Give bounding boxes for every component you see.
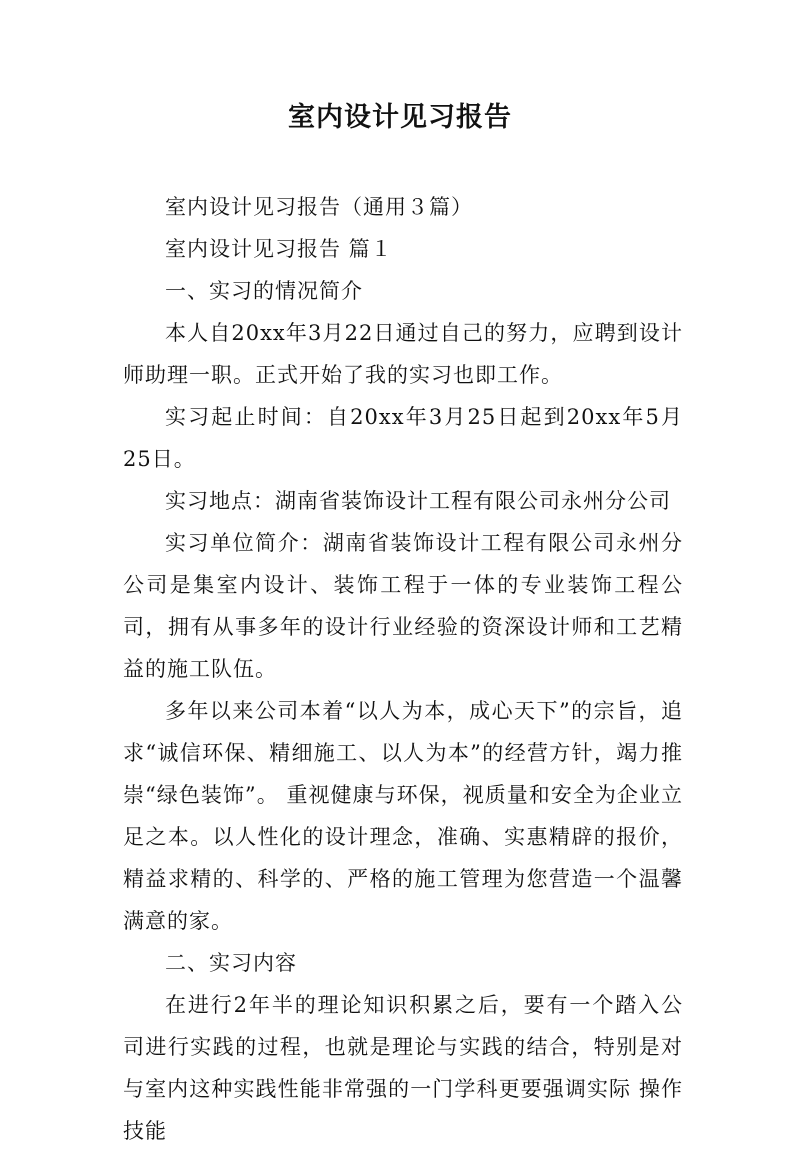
- paragraph-company-mission: 多年以来公司本着“以人为本，成心天下”的宗旨，追求“诚信环保、精细施工、以人为本”的经营方针，竭力推崇“绿色装饰”。 重视健康与环保，视质量和安全为企业立足之本。以人性化的设计理念，准确、实惠精辟的报价，精益求精的、科学的、严格的施工管理为您营造一个温馨满意的家。: [123, 699, 683, 933]
- paragraph-subtitle: 室内设计见习报告（通用３篇）: [165, 195, 473, 219]
- paragraph-content: 在进行2年半的理论知识积累之后，要有一个踏入公司进行实践的过程，也就是理论与实践的结合，特别是对与室内这种实践性能非常强的一门学科更要强调实际 操作技能: [123, 993, 683, 1143]
- paragraph-intro: 本人自20xx年3月22日通过自己的努力，应聘到设计师助理一职。正式开始了我的实习也即工作。: [123, 321, 683, 387]
- document-body: [123, 186, 683, 1152]
- paragraph-article-heading: 室内设计见习报告 篇１: [165, 237, 393, 261]
- paragraph-location: 实习地点：湖南省装饰设计工程有限公司永州分公司: [165, 489, 671, 513]
- section-heading-1: 一、实习的情况简介: [165, 279, 363, 303]
- paragraph-period: 实习起止时间：自20xx年3月25日起到20xx年5月25日。: [123, 405, 683, 471]
- document-title: 室内设计见习报告: [288, 102, 512, 133]
- section-heading-2: 二、实习内容: [165, 951, 297, 975]
- paragraph-company-intro: 实习单位简介：湖南省装饰设计工程有限公司永州分公司是集室内设计、装饰工程于一体的专业装饰工程公司，拥有从事多年的设计行业经验的资深设计师和工艺精益的施工队伍。: [123, 531, 683, 681]
